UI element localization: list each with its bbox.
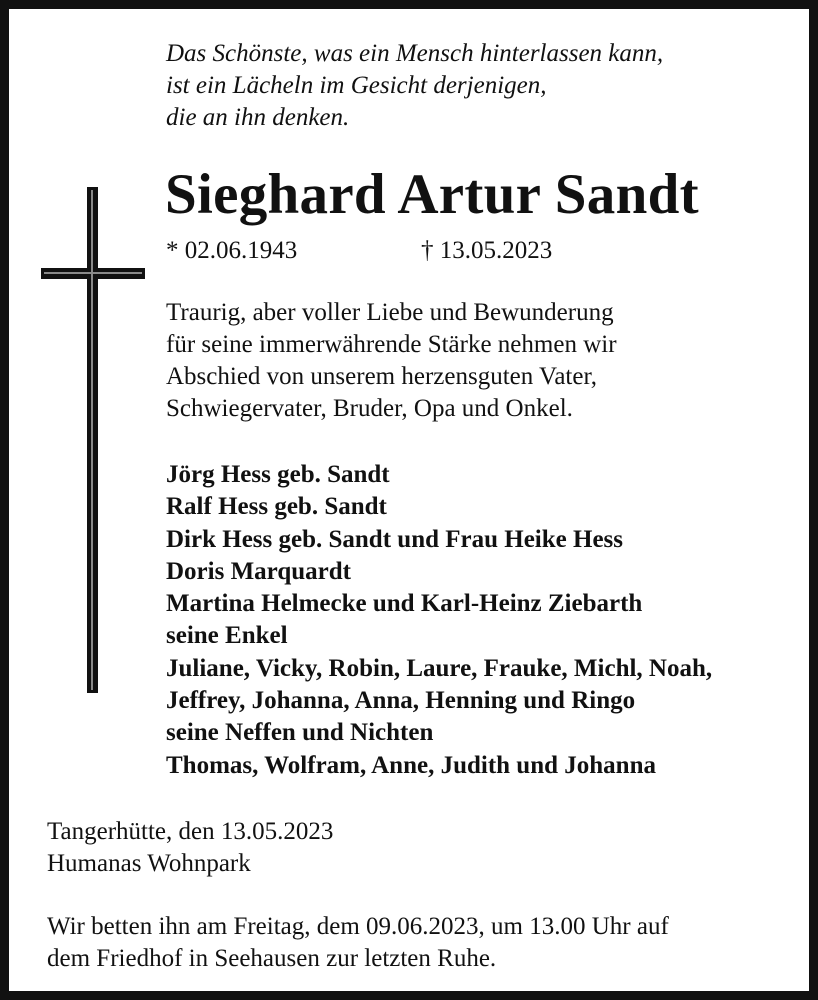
- funeral-info: [47, 911, 792, 975]
- mourner-line: Ralf Hess geb. Sandt: [166, 493, 387, 521]
- mourner-line: Jeffrey, Johanna, Anna, Henning und Ringo: [166, 687, 636, 715]
- place-line: Humanas Wohnpark: [47, 850, 251, 877]
- quote-line: Das Schönste, was ein Mensch hinterlassen kann,: [166, 40, 664, 67]
- mourner-line: seine Enkel: [166, 622, 288, 650]
- mourners-list: [166, 459, 806, 782]
- mourner-line: Jörg Hess geb. Sandt: [166, 461, 390, 488]
- mourner-line: Dirk Hess geb. Sandt und Frau Heike Hess: [166, 525, 624, 553]
- message-line: Schwiegervater, Bruder, Opa und Onkel.: [166, 395, 573, 422]
- death-date: † 13.05.2023: [421, 237, 553, 264]
- place-line: Tangerhütte, den 13.05.2023: [47, 818, 334, 845]
- message-line: für seine immerwährende Stärke nehmen wir: [166, 331, 617, 358]
- funeral-line: dem Friedhof in Seehausen zur letzten Ruhe.: [47, 945, 497, 972]
- mourner-line: Juliane, Vicky, Robin, Laure, Frauke, Michl, Noah,: [166, 654, 713, 682]
- quote-line: die an ihn denken.: [166, 104, 350, 131]
- quote-line: ist ein Lächeln im Gesicht derjenigen,: [166, 72, 547, 99]
- deceased-name: Sieghard Artur Sandt: [165, 163, 699, 226]
- message-line: Traurig, aber voller Liebe und Bewunderung: [166, 299, 614, 326]
- cross-icon: [41, 187, 145, 693]
- mourner-line: Thomas, Wolfram, Anne, Judith und Johanna: [166, 751, 656, 779]
- mourner-line: Doris Marquardt: [166, 557, 351, 585]
- condolence-message: [166, 297, 786, 425]
- funeral-line: Wir betten ihn am Freitag, dem 09.06.2023, um 13.00 Uhr auf: [47, 913, 669, 940]
- mourner-line: Martina Helmecke und Karl-Heinz Ziebarth: [166, 590, 643, 618]
- birth-date: * 02.06.1943: [166, 237, 298, 264]
- mourner-line: seine Neffen und Nichten: [166, 719, 434, 747]
- quote: [166, 38, 786, 134]
- place-and-date: [47, 816, 787, 880]
- message-line: Abschied von unserem herzensguten Vater,: [166, 363, 598, 390]
